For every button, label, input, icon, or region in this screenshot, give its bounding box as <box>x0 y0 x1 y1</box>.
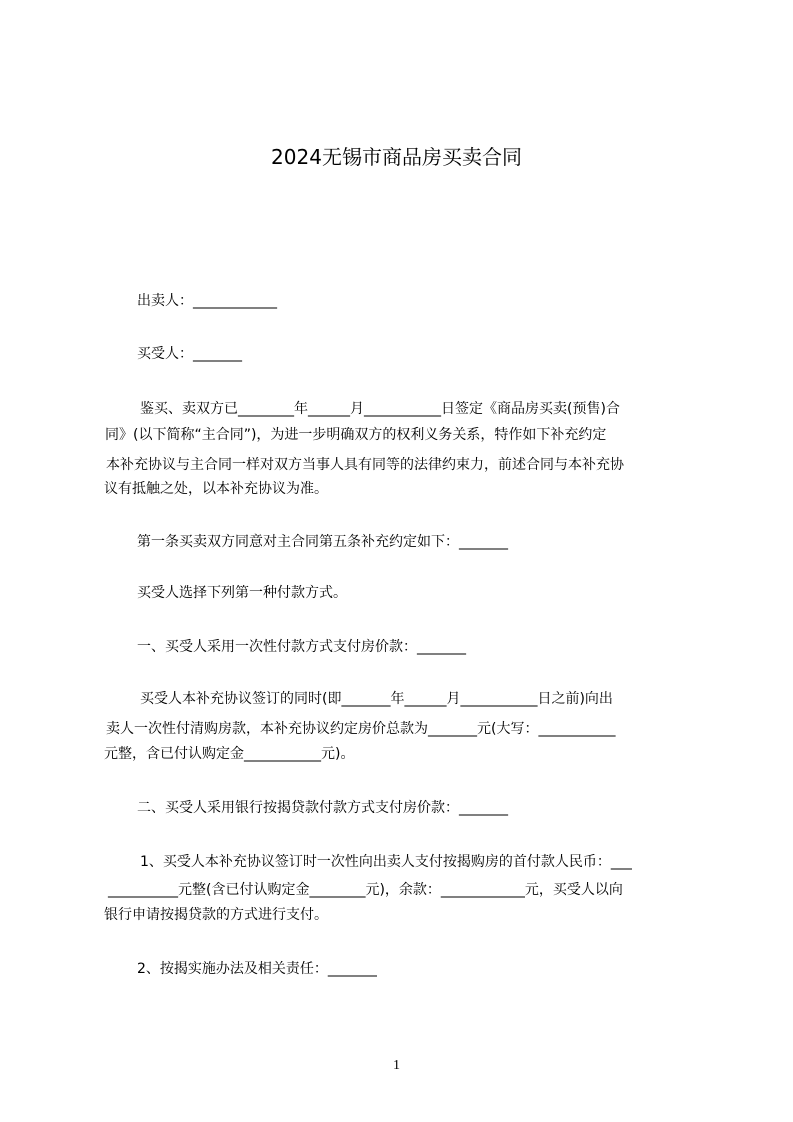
option-1-line: 元整，含已付认购定金___________元)。 <box>104 746 355 762</box>
option-1-line: 卖人一次性付清购房款，本补充协议约定房价总款为_______元(大写：___________ <box>106 721 616 737</box>
payment-choice: 买受人选择下列第一种付款方式。 <box>137 585 347 601</box>
option-2-heading: 二、买受人采用银行按揭贷款付款方式支付房价款：_______ <box>137 800 508 816</box>
page-number: 1 <box>393 1058 400 1073</box>
preamble-line: 本补充协议与主合同一样对双方当事人具有同等的法律约束力，前述合同与本补充协 <box>106 457 624 473</box>
option-2-item-1-line: 银行申请按揭贷款的方式进行支付。 <box>104 907 328 923</box>
preamble-line: 议有抵触之处，以本补充协议为准。 <box>104 481 328 497</box>
document-title: 2024无锡市商品房买卖合同 <box>271 145 522 169</box>
option-2-item-2: 2、按揭实施办法及相关责任：_______ <box>137 961 377 977</box>
buyer-field: 买受人：_______ <box>137 346 242 362</box>
option-1-line: 买受人本补充协议签订的同时(即_______年______月___________日之前)向出 <box>140 691 613 707</box>
option-2-item-1-line: 1、买受人本补充协议签订时一次性向出卖人支付按揭购房的首付款人民币：___ <box>140 854 632 870</box>
option-2-item-1-line: __________元整(含已付认购定金________元)，余款：____________元，买受人以向 <box>108 882 623 898</box>
preamble-line: 鉴买、卖双方已________年______月___________日签定《商品房买卖(预售)合 <box>140 401 620 417</box>
seller-field: 出卖人：____________ <box>137 293 277 309</box>
preamble-line: 同》(以下简称“主合同”)，为进一步明确双方的权利义务关系，特作如下补充约定 <box>105 427 607 443</box>
option-1-heading: 一、买受人采用一次性付款方式支付房价款：_______ <box>137 639 466 655</box>
article-1: 第一条买卖双方同意对主合同第五条补充约定如下：_______ <box>137 534 508 550</box>
